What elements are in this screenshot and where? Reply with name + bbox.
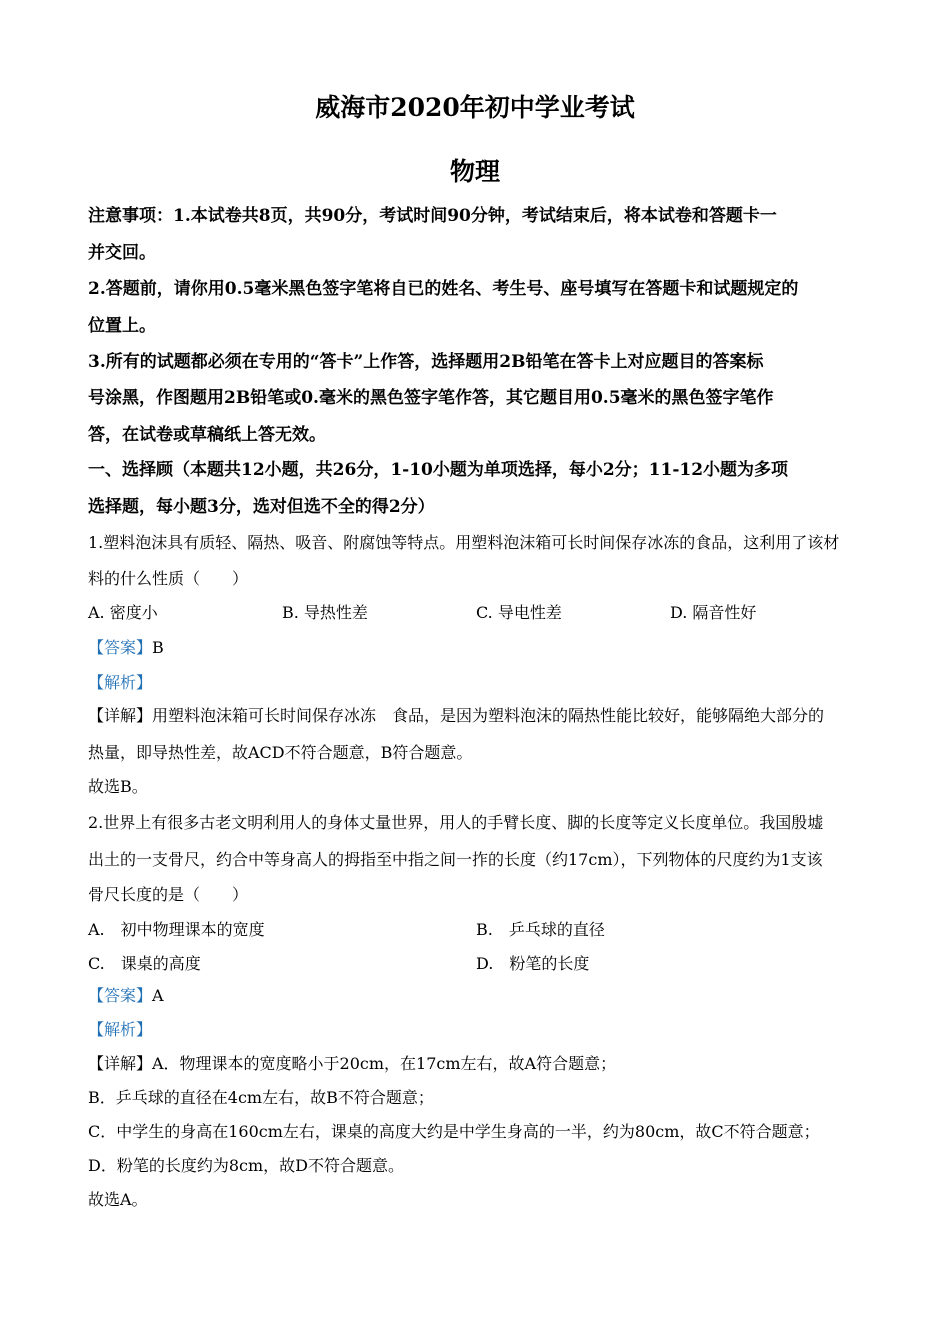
q1-option-c: C. 导电性差: [476, 603, 562, 622]
answer-value: B: [152, 638, 164, 657]
q1-option-a: A. 密度小: [88, 603, 158, 622]
q2-detail: C．中学生的身高在160cm左右，课桌的高度大约是中学生身高的一半，约为80cm，故C不符合题意；: [88, 1122, 820, 1141]
exam-title: 威海市2020年初中学业考试: [315, 93, 635, 122]
answer-value: A: [152, 986, 164, 1005]
q2-detail: D．粉笔的长度约为8cm，故D不符合题意。: [88, 1156, 404, 1175]
notes-line: 号涂黑，作图题用2B铅笔或0.毫米的黑色签字笔作答，其它题目用0.5毫米的黑色签字笔作: [88, 388, 774, 408]
q2-stem: 出土的一支骨尺，约合中等身高人的拇指至中指之间一拃的长度（约17cm），下列物体的尺度约为1支该: [88, 850, 823, 869]
q1-detail: 故选B。: [88, 777, 148, 796]
q2-detail: B．乒乓球的直径在4cm左右，故B不符合题意；: [88, 1088, 434, 1107]
q2-stem: 2.世界上有很多古老文明利用人的身体丈量世界，用人的手臂长度、脚的长度等定义长度单位。我国殷墟: [88, 813, 824, 832]
notes-line: 2.答题前，请你用0.5毫米黑色签字笔将自已的姓名、考生号、座号填写在答题卡和试题规定的: [88, 279, 799, 299]
notes-line: 注意事项：1.本试卷共8页，共90分，考试时间90分钟，考试结束后，将本试卷和答题卡一: [88, 206, 777, 226]
subject-title: 物理: [449, 157, 500, 186]
q1-detail: 热量，即导热性差，故ACD不符合题意，B符合题意。: [88, 743, 473, 762]
notes-line: 答，在试卷或草稿纸上答无效。: [88, 425, 326, 445]
answer-tag: 【答案】: [88, 638, 153, 657]
q2-detail: 故选A。: [88, 1190, 148, 1209]
notes-line: 位置上。: [88, 316, 156, 336]
q1-answer: [88, 638, 868, 658]
section-heading: 选择题，每小题3分，选对但选不全的得2分）: [88, 497, 435, 517]
q2-analysis-tag: 【解析】: [88, 1020, 153, 1039]
q1-option-b: B. 导热性差: [282, 603, 368, 622]
q2-detail: 【详解】A．物理课本的宽度略小于20cm，在17cm左右，故A符合题意；: [88, 1054, 617, 1073]
q2-option-a: A. 初中物理课本的宽度: [88, 920, 265, 939]
q2-option-d: D. 粉笔的长度: [476, 954, 590, 973]
q2-option-c: C. 课桌的高度: [88, 954, 201, 973]
notes-line: 并交回。: [88, 243, 156, 263]
q2-answer: [88, 986, 868, 1006]
q1-analysis-tag: 【解析】: [88, 673, 153, 692]
q1-stem: 1.塑料泡沫具有质轻、隔热、吸音、附腐蚀等特点。用塑料泡沫箱可长时间保存冰冻的食品，这利用了该材: [88, 533, 840, 552]
section-heading: 一、选择顾（本题共12小题，共26分，1-10小题为单项选择，每小2分；11-12小题为多项: [88, 460, 789, 480]
q1-stem: 料的什么性质（ ）: [88, 569, 249, 588]
notes-line: 3.所有的试题都必须在专用的“答卡”上作答，选择题用2B铅笔在答卡上对应题目的答案标: [88, 352, 764, 372]
q2-option-b: B. 乒乓球的直径: [476, 920, 605, 939]
q2-stem: 骨尺长度的是（ ）: [88, 885, 249, 904]
q1-option-d: D. 隔音性好: [670, 603, 757, 622]
answer-tag: 【答案】: [88, 986, 153, 1005]
q1-detail: 【详解】用塑料泡沫箱可长时间保存冰冻 食品，是因为塑料泡沫的隔热性能比较好，能够隔绝大部分的: [88, 706, 825, 725]
